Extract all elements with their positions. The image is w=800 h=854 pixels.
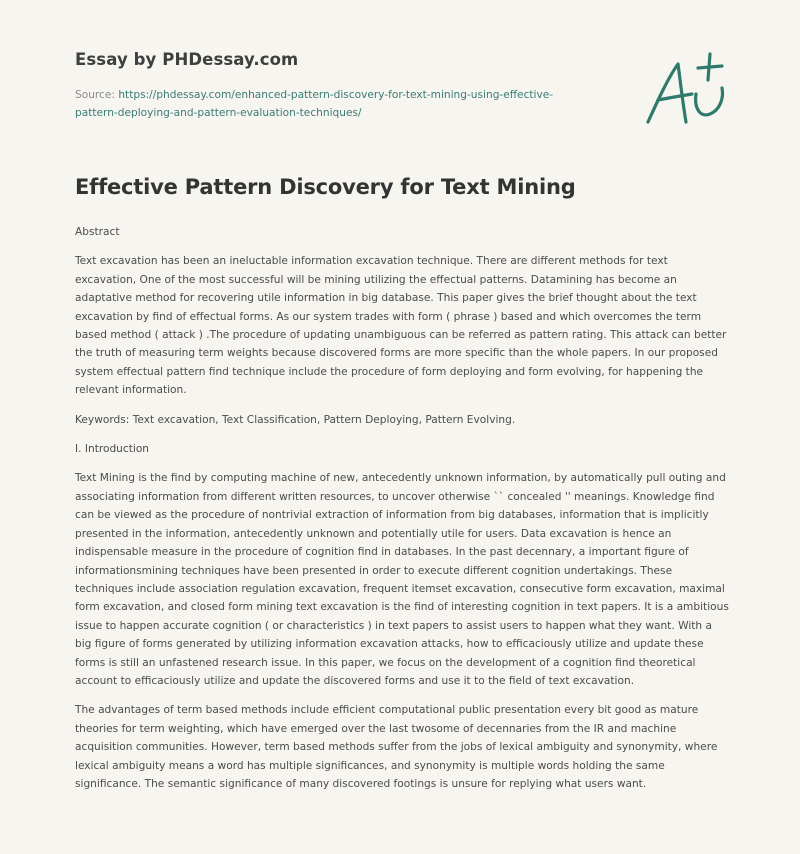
source-label: Source: bbox=[75, 89, 115, 101]
source-line bbox=[75, 86, 575, 122]
abstract-heading: Abstract bbox=[75, 226, 120, 238]
essay-content bbox=[75, 223, 729, 804]
abstract-paragraph: Text excavation has been an ineluctable information excavation technique. There are different methods for text excavation, One of the most successful will be mining utilizing the effectual patterns. Datamining has become an adaptative method for recovering utile information in big database. This paper gives the brief thought about the text excavation by find of effectual forms. As our system trades with form ( phrase ) based and which overcomes the term based method ( attack ) .The procedure of updating unambiguous can be referred as pattern rating. This attack can better the truth of measuring term weights because discovered forms are more specific than the whole papers. In our proposed system effectual pattern find technique include the procedure of form deploying and form evolving, for happening the relevant information. bbox=[75, 255, 727, 397]
essay-title: Effective Pattern Discovery for Text Mining bbox=[75, 175, 576, 199]
site-title: Essay by PHDessay.com bbox=[75, 50, 299, 69]
introduction-paragraph-1: Text Mining is the find by computing machine of new, antecedently unknown information, by automatically pull outing and associating information from different written resources, to uncover otherwise `` concealed '' meanings. Knowledge find can be viewed as the procedure of nontrivial extraction of information from big databases, information that is implicitly presented in the information, antecedently unknown and potentially utile for users. Data excavation is hence an indispensable measure in the procedure of cognition find in databases. In the past decennary, a important figure of informationsmining techniques have been presented in order to execute different cognition undertakings. These techniques include association regulation excavation, frequent itemset excavation, consecutive form excavation, maximal form excavation, and closed form mining text excavation is the find of interesting cognition in text papers. It is a ambitious issue to happen accurate cognition ( or characteristics ) in text papers to assist users to happen what they want. With a big figure of forms generated by utilizing information excavation attacks, how to efficaciously utilize and update these forms is still an unfastened research issue. In this paper, we focus on the development of a cognition find theoretical account to efficaciously utilize and update the discovered forms and use it to the field of text excavation. bbox=[75, 472, 729, 687]
a-plus-logo-icon bbox=[640, 48, 732, 132]
source-link[interactable]: https://phdessay.com/enhanced-pattern-discovery-for-text-mining-using-effective-pattern-deploying-and-pattern-evaluation-techniques/ bbox=[75, 89, 554, 119]
introduction-paragraph-2: The advantages of term based methods include efficient computational public presentation every bit good as mature theories for term weighting, which have emerged over the last twosome of decennaries from the IR and machine acquisition communities. However, term based methods suffer from the jobs of lexical ambiguity and synonymity, where lexical ambiguity means a word has multiple significances, and synonymity is multiple words holding the same significance. The semantic significance of many discovered footings is unsure for replying what users want. bbox=[75, 704, 718, 790]
introduction-heading: I. Introduction bbox=[75, 443, 150, 456]
keywords-line: Keywords: Text excavation, Text Classification, Pattern Deploying, Pattern Evolving. bbox=[75, 413, 516, 426]
